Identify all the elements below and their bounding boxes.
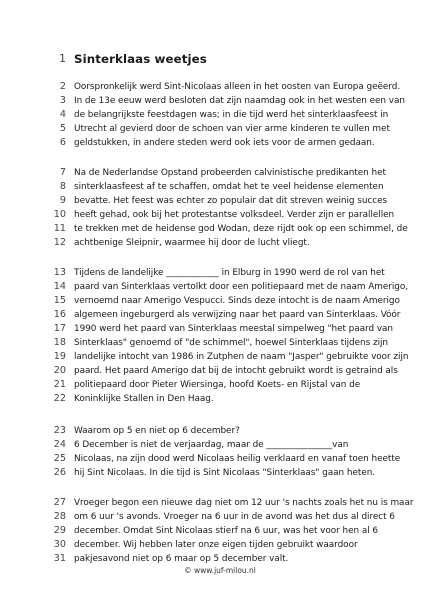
text-line [0, 424, 440, 438]
line-text: Koninklijke Stallen in Den Haag. [74, 394, 214, 404]
text-line [0, 180, 440, 194]
line-text: december. Omdat Sint Nicolaas stierf na 6 uur, was het voor hen al 6 [74, 526, 379, 536]
text-line [0, 166, 440, 180]
line-text: vernoemd naar Amerigo Vespucci. Sinds deze intocht is de naam Amerigo [74, 296, 400, 306]
line-text: Nicolaas, na zijn dood werd Nicolaas heilig verklaard en vanaf toen heette [74, 454, 401, 464]
text-line [0, 552, 440, 566]
text-line [0, 392, 440, 406]
document-title-line [0, 52, 440, 66]
text-line [0, 378, 440, 392]
line-text: Vroeger begon een nieuwe dag niet om 12 uur 's nachts zoals het nu is maar [74, 498, 414, 508]
line-number: 1 [59, 52, 66, 65]
line-text: sinterklaasfeest af te schaffen, omdat het te veel heidense elementen [74, 182, 384, 192]
line-text: 1990 werd het paard van Sinterklaas meestal simpelweg "het paard van [74, 324, 393, 334]
line-text: bevatte. Het feest was echter zo populair dat dit streven weinig succes [74, 196, 388, 206]
line-number: 14 [53, 281, 66, 292]
line-text: te trekken met de heidense god Wodan, deze rijdt ook op een schimmel, de [74, 224, 408, 234]
line-number: 23 [53, 425, 66, 436]
text-line [0, 266, 440, 280]
footer-copyright: © www.juf-milou.nl [184, 566, 256, 575]
line-number: 6 [59, 137, 66, 148]
line-number: 19 [53, 351, 66, 362]
text-line [0, 524, 440, 538]
line-number: 13 [53, 267, 66, 278]
text-line [0, 294, 440, 308]
line-number: 24 [53, 439, 66, 450]
text-line [0, 538, 440, 552]
line-number: 11 [53, 223, 66, 234]
line-text: Utrecht al gevierd door de schoen van vier arme kinderen te vullen met [74, 124, 390, 134]
line-text: landelijke intocht van 1986 in Zutphen de naam "Jasper" gebruikte voor zijn [74, 352, 409, 362]
text-line [0, 336, 440, 350]
line-number: 16 [53, 309, 66, 320]
line-number: 26 [53, 467, 66, 478]
line-text: paard van Sinterklaas vertolkt door een politiepaard met de naam Amerigo, [74, 282, 409, 292]
line-text: december. Wij hebben later onze eigen tijden gebruikt waardoor [74, 540, 358, 550]
line-number: 8 [59, 181, 66, 192]
line-number: 2 [59, 81, 66, 92]
line-number: 17 [53, 323, 66, 334]
text-line [0, 452, 440, 466]
line-text: achtbenige Sleipnir, waarmee hij door de lucht vliegt. [74, 238, 310, 248]
line-text: geldstukken, in andere steden werd ook iets voor de armen gedaan. [74, 138, 375, 148]
line-number: 21 [53, 379, 66, 390]
line-number: 22 [53, 393, 66, 404]
text-line [0, 510, 440, 524]
text-line [0, 94, 440, 108]
line-text: Sinterklaas" genoemd of "de schimmel", hoewel Sinterklaas tijdens zijn [74, 338, 388, 348]
line-text: pakjesavond niet op 6 maar op 5 december valt. [74, 554, 289, 564]
line-number: 12 [53, 237, 66, 248]
line-number: 20 [53, 365, 66, 376]
text-line [0, 496, 440, 510]
line-number: 4 [59, 109, 66, 120]
line-number: 5 [59, 123, 66, 134]
line-text: paard. Het paard Amerigo dat bij de intocht gebruikt wordt is getraind als [74, 366, 398, 376]
text-line [0, 80, 440, 94]
line-number: 3 [59, 95, 66, 106]
text-line [0, 350, 440, 364]
text-line [0, 208, 440, 222]
text-line [0, 280, 440, 294]
line-number: 7 [59, 167, 66, 178]
text-line [0, 236, 440, 250]
line-number: 25 [53, 453, 66, 464]
line-number: 9 [59, 195, 66, 206]
text-line [0, 194, 440, 208]
text-line [0, 122, 440, 136]
line-number: 18 [53, 337, 66, 348]
line-number: 10 [53, 209, 66, 220]
text-line [0, 108, 440, 122]
line-number: 27 [53, 497, 66, 508]
line-number: 31 [53, 553, 66, 564]
line-text: Tijdens de landelijke ____________ in Elburg in 1990 werd de rol van het [74, 268, 385, 278]
line-text: algemeen ingeburgerd als verwijzing naar het paard van Sinterklaas. Vóór [74, 310, 401, 320]
line-text: In de 13e eeuw werd besloten dat zijn naamdag ook in het westen een van [74, 96, 405, 106]
line-text: Na de Nederlandse Opstand probeerden calvinistische predikanten het [74, 168, 386, 178]
document-title: Sinterklaas weetjes [74, 52, 207, 66]
line-text: politiepaard door Pieter Wiersinga, hoofd Koets- en Rijstal van de [74, 380, 361, 390]
line-text: Waarom op 5 en niet op 6 december? [74, 426, 240, 436]
line-number: 29 [53, 525, 66, 536]
line-number: 15 [53, 295, 66, 306]
text-line [0, 308, 440, 322]
text-line [0, 364, 440, 378]
line-text: 6 December is niet de verjaardag, maar de _______________van [74, 440, 349, 450]
line-text: om 6 uur 's avonds. Vroeger na 6 uur in de avond was het dus al direct 6 [74, 512, 395, 522]
line-text: Oorspronkelijk werd Sint-Nicolaas alleen in het oosten van Europa geëerd. [74, 82, 401, 92]
line-text: hij Sint Nicolaas. In die tijd is Sint Nicolaas "Sinterklaas" gaan heten. [74, 468, 376, 478]
text-line [0, 322, 440, 336]
text-line [0, 438, 440, 452]
line-number: 28 [53, 511, 66, 522]
text-line [0, 466, 440, 480]
text-line [0, 222, 440, 236]
line-text: heeft gehad, ook bij het protestantse volksdeel. Verder zijn er parallellen [74, 210, 395, 220]
line-text: de belangrijkste feestdagen was; in die tijd werd het sinterklaasfeest in [74, 110, 389, 120]
line-number: 30 [53, 539, 66, 550]
text-line [0, 136, 440, 150]
